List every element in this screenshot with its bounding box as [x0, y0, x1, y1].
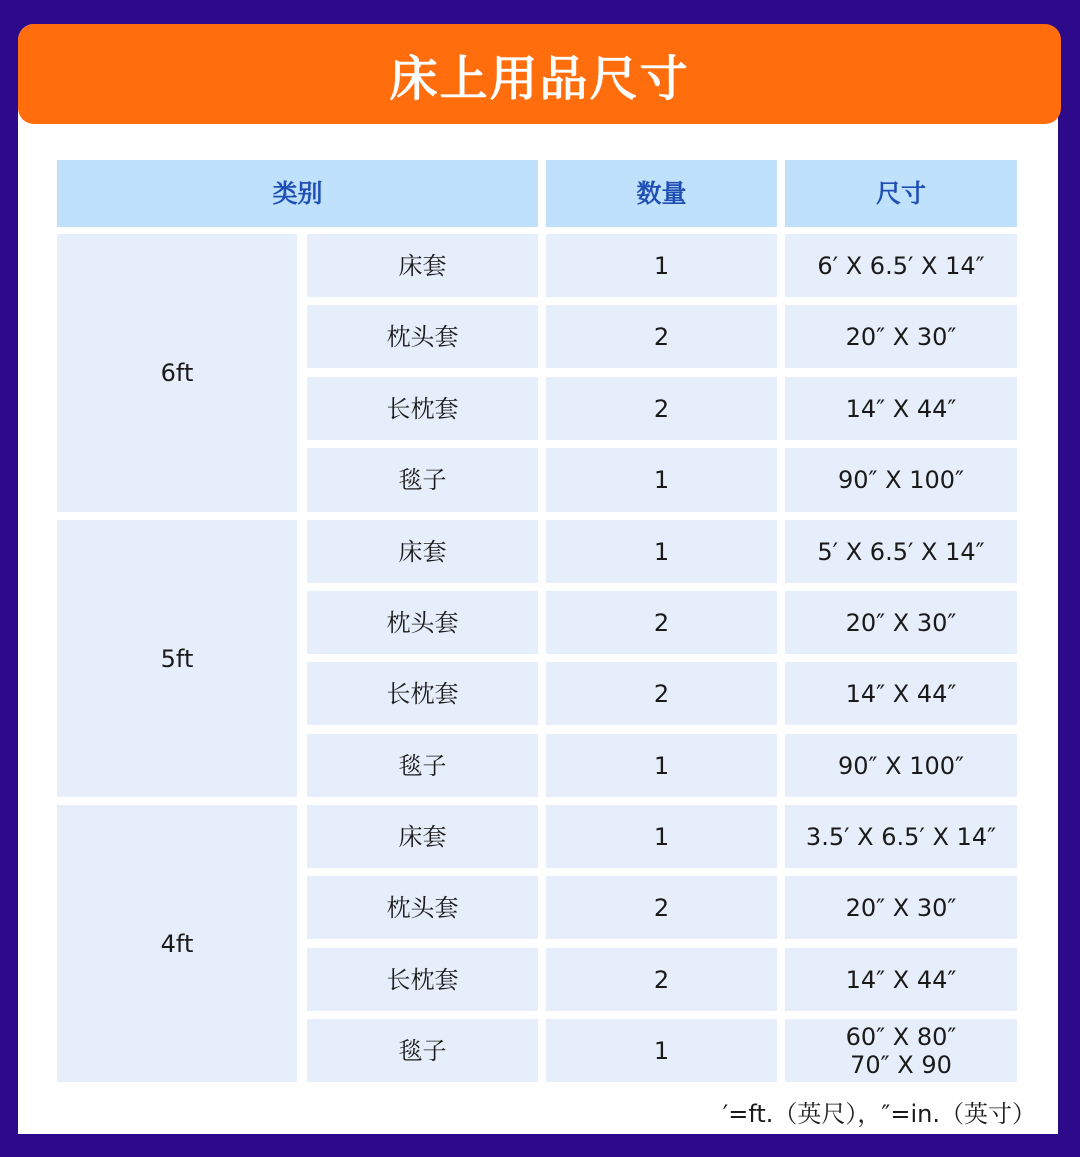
item-size: 20″ X 30″	[785, 305, 1017, 368]
item-name: 床套	[307, 805, 538, 868]
header-quantity: 数量	[546, 160, 777, 227]
size-multiline	[846, 1023, 957, 1079]
item-qty: 1	[546, 805, 777, 868]
item-qty: 1	[546, 1019, 777, 1082]
item-size: 20″ X 30″	[785, 591, 1017, 654]
item-size: 20″ X 30″	[785, 876, 1017, 939]
group-category-4ft: 4ft	[57, 805, 297, 1082]
item-name: 毯子	[307, 1019, 538, 1082]
title-banner	[18, 24, 1061, 124]
item-size: 14″ X 44″	[785, 377, 1017, 440]
item-qty: 2	[546, 662, 777, 725]
size-line: 60″ X 80″	[845, 1022, 957, 1051]
item-qty: 2	[546, 948, 777, 1011]
page-title: 床上用品尺寸	[389, 50, 690, 107]
item-qty: 2	[546, 876, 777, 939]
item-qty: 2	[546, 377, 777, 440]
item-size: 90″ X 100″	[785, 734, 1017, 797]
group-category-5ft: 5ft	[57, 520, 297, 797]
unit-footnote: ′=ft.（英尺），″=in.（英寸）	[722, 1100, 1036, 1128]
item-qty: 1	[546, 520, 777, 583]
item-name: 长枕套	[307, 377, 538, 440]
item-size: 14″ X 44″	[785, 948, 1017, 1011]
item-qty: 1	[546, 448, 777, 512]
item-size: 6′ X 6.5′ X 14″	[785, 234, 1017, 297]
item-qty: 1	[546, 734, 777, 797]
item-size: 3.5′ X 6.5′ X 14″	[785, 805, 1017, 868]
item-name: 毯子	[307, 448, 538, 512]
item-size: 5′ X 6.5′ X 14″	[785, 520, 1017, 583]
item-name: 床套	[307, 234, 538, 297]
item-name: 床套	[307, 520, 538, 583]
group-category-6ft: 6ft	[57, 234, 297, 512]
header-category: 类别	[57, 160, 538, 227]
item-name: 枕头套	[307, 876, 538, 939]
item-qty: 2	[546, 305, 777, 368]
item-qty: 1	[546, 234, 777, 297]
header-size: 尺寸	[785, 160, 1017, 227]
item-name: 毯子	[307, 734, 538, 797]
item-name: 长枕套	[307, 948, 538, 1011]
size-line: 70″ X 90	[850, 1050, 952, 1079]
item-size	[785, 1019, 1017, 1082]
item-size: 14″ X 44″	[785, 662, 1017, 725]
item-name: 枕头套	[307, 591, 538, 654]
item-name: 长枕套	[307, 662, 538, 725]
item-size: 90″ X 100″	[785, 448, 1017, 512]
item-qty: 2	[546, 591, 777, 654]
item-name: 枕头套	[307, 305, 538, 368]
